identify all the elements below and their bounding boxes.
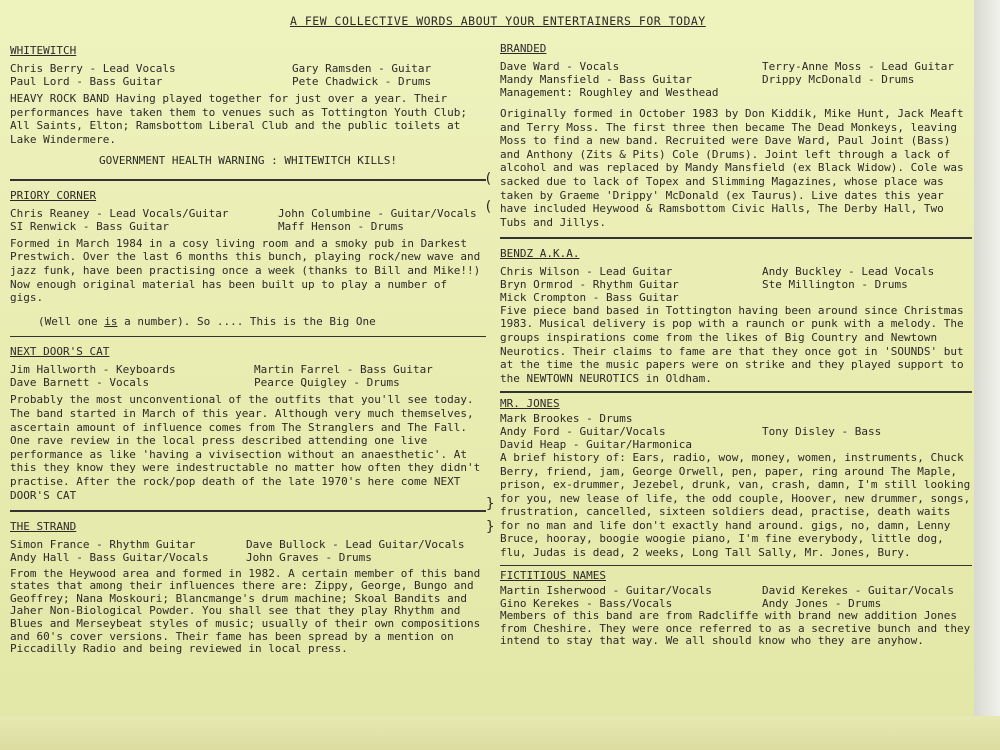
member-entry: Martin Isherwood - Guitar/Vocals [500, 584, 712, 598]
left-column [10, 44, 486, 656]
member-entry [762, 412, 980, 425]
band-description: From the Heywood area and formed in 1982. A certain member of this band states that among their influences there are: Zippy, George, Bungo and Geoffrey; Nana Moskouri; Blancmange's drum machine; Skoal Bandits and Jaher Non-Biological Powder. You shall see that they play Rhythm and Blues and Merseybeat styles of music; usually of their own compositions and 60's cover versions. Their fame has been spread by a mention on Piccadilly Radio and being reviewed in local press. [10, 566, 481, 656]
member-entry: John Columbine - Guitar/Vocals [278, 206, 477, 220]
member-entry: Andy Ford - Guitar/Vocals [500, 424, 666, 438]
member-entry: Gino Kerekes - Bass/Vocals [500, 597, 673, 611]
band-description: Five piece band based in Tottington having been around since Christmas 1983. Musical delivery is pop with a raunch or punk with a melody. The groups inspirations come from the likes of Big Country and Newtown Neurotics. Their claims to fame are that they once got in 'SOUNDS' but at the time the music papers were on strike and they played support to the NEWTOWN NEUROTICS in Oldham. [500, 303, 964, 385]
section-divider [500, 565, 972, 567]
footer-text: (Well one [38, 314, 105, 328]
member-list [10, 363, 486, 389]
band-description: Members of this band are from Radcliffe with brand new addition Jones from Cheshire. They were once referred to as a secretive bunch and they intend to stay that way. We all should know who they are anyhow. [500, 609, 971, 648]
member-list [500, 60, 972, 86]
section-divider [10, 510, 486, 512]
paper-edge [974, 0, 1000, 750]
member-entry: Chris Berry - Lead Vocals [10, 62, 176, 75]
margin-bracket-mark: ( [484, 171, 493, 187]
section-title-branded: BRANDED [500, 42, 547, 55]
section-divider [500, 237, 972, 239]
member-entry: Mick Crompton - Bass Guitar [500, 290, 679, 304]
member-entry: Drippy McDonald - Drums [762, 73, 915, 86]
priory-footer [10, 315, 486, 328]
band-mr-jones [500, 397, 972, 560]
member-entry: Chris Reaney - Lead Vocals/Guitar [10, 206, 229, 220]
member-entry [762, 438, 980, 451]
member-list [10, 538, 486, 564]
member-list [500, 265, 972, 304]
member-entry: Dave Barnett - Vocals [10, 376, 150, 390]
band-the-strand [10, 520, 486, 656]
member-list [10, 207, 486, 233]
band-next-doors-cat [10, 345, 486, 502]
member-entry: Ste Millington - Drums [762, 277, 908, 291]
section-title-whitewitch: WHITEWITCH [10, 44, 77, 57]
member-entry: Andy Jones - Drums [762, 597, 882, 611]
right-column [500, 42, 972, 648]
member-entry: Paul Lord - Bass Guitar [10, 75, 163, 88]
member-entry: Dave Bullock - Lead Guitar/Vocals [246, 537, 465, 551]
margin-bracket-mark: ( [484, 199, 493, 215]
member-entry: Bryn Ormrod - Rhythm Guitar [500, 277, 679, 291]
member-entry [762, 291, 980, 304]
band-whitewitch [10, 44, 486, 167]
footer-emphasis: is [104, 314, 118, 328]
margin-bracket-mark: } [486, 519, 495, 535]
member-entry: David Heap - Guitar/Harmonica [500, 437, 693, 451]
member-entry: Chris Wilson - Lead Guitar [500, 264, 673, 278]
section-divider [10, 179, 486, 181]
paper-bottom-shadow [0, 716, 1000, 750]
band-description: Formed in March 1984 in a cosy living room and a smoky pub in Darkest Prestwich. Over the last 6 months this bunch, playing rock/new wave and jazz funk, have been practising once a week (thanks to Bill and Mike!!) Now enough original material has been built up to play a number of gigs. [10, 236, 481, 305]
member-entry: John Graves - Drums [246, 550, 372, 564]
member-entry: SI Renwick - Bass Guitar [10, 219, 169, 233]
member-entry: Tony Disley - Bass [762, 424, 882, 438]
member-entry: David Kerekes - Guitar/Vocals [762, 584, 955, 598]
member-entry: Terry-Anne Moss - Lead Guitar [762, 60, 955, 73]
band-description: HEAVY ROCK BAND Having played together for just over a year. Their performances have taken them to venues such as Tottington Youth Club; All Saints, Elton; Ramsbottom Liberal Club and the public toilets at Lake Windermere. [10, 92, 467, 146]
member-entry: Andy Buckley - Lead Vocals [762, 264, 935, 278]
section-divider [10, 336, 486, 338]
section-title-priory-corner: PRIORY CORNER [10, 188, 97, 202]
member-entry: Maff Henson - Drums [278, 219, 404, 233]
footer-text: a number). So .... This is the Big One [117, 314, 376, 328]
band-priory-corner [10, 189, 486, 328]
section-title-bendz-aka: BENDZ A.K.A. [500, 246, 580, 260]
band-management: Management: Roughley and Westhead [500, 86, 719, 99]
member-entry: Pearce Quigley - Drums [254, 376, 400, 390]
band-description: Originally formed in October 1983 by Don Kiddik, Mike Hunt, Jack Meaft and Terry Moss. The first three then became The Dead Monkeys, leaving Moss to find a new band. Recruited were Dave Ward, Paul Joint (Bass) and Anthony (Zits & Pits) Cole (Drums). Joint left through a lack of alcohol and was replaced by Mandy Mansfield (ex Black Widow). Cole was sacked due to lack of Topex and Slimming Magazines, whose place was taken by Graeme 'Drippy' McDonald (ex Taurus). Live dates this year have included Heywood & Ramsbottom Civic Halls, The Derby Hall, Two Tubs and Jillys. [500, 107, 964, 229]
member-list [10, 62, 486, 88]
member-entry: Pete Chadwick - Drums [292, 75, 432, 88]
band-fictitious-names [500, 569, 972, 648]
band-bendz-aka [500, 247, 972, 386]
health-warning: GOVERNMENT HEALTH WARNING : WHITEWITCH KILLS! [98, 154, 397, 168]
member-entry: Simon France - Rhythm Guitar [10, 537, 196, 551]
member-list [500, 584, 972, 610]
member-entry: Martin Farrel - Bass Guitar [254, 363, 433, 377]
section-title-fictitious-names: FICTITIOUS NAMES [500, 569, 606, 583]
member-entry: Mandy Mansfield - Bass Guitar [500, 73, 693, 86]
member-entry: Mark Brookes - Drums [500, 411, 633, 425]
member-entry: Dave Ward - Vocals [500, 60, 620, 73]
section-divider [500, 391, 972, 393]
member-entry: Andy Hall - Bass Guitar/Vocals [10, 550, 209, 564]
margin-bracket-mark: } [486, 496, 495, 512]
member-entry: Gary Ramsden - Guitar [292, 62, 432, 75]
band-description: A brief history of: Ears, radio, wow, money, women, instruments, Chuck Berry, friend, jam, George Orwell, pen, paper, ring around The Maple, prison, ex-drummer, Jezebel, drunk, van, crash, damn, I'm still looking for you, new lease of life, the odd couple, Hoover, new drummer, songs, frustration, cancelled, sixteen soldiers dead, practise, death waits for no man and life don't exactly hand around. gigs, no, damn, Lenny Bruce, hooray, boogie woogie piano, I'm fine everybody, little dog, flu, Judas is dead, 2 weeks, Long Tall Sally, Mr. Jones, Bury. [500, 450, 971, 560]
band-description: Probably the most unconventional of the outfits that you'll see today. The band started in March of this year. Although very much themselves, ascertain amount of influence comes from The Stranglers and The Fall. One rave review in the local press described attending one live performance as like 'having a vivisection without an anaesthetic'. At this they know they were indestructable no matter how often they didn't practise. After the rock/pop death of the late 1970's here come NEXT DOOR'S CAT [10, 393, 481, 502]
section-title-the-strand: THE STRAND [10, 519, 77, 533]
band-branded [500, 42, 972, 229]
section-title-mr-jones: MR. JONES [500, 396, 560, 410]
member-list [500, 412, 972, 451]
page-title: A FEW COLLECTIVE WORDS ABOUT YOUR ENTERTAINERS FOR TODAY [290, 14, 706, 28]
section-title-next-doors-cat: NEXT DOOR'S CAT [10, 345, 110, 359]
member-entry: Jim Hallworth - Keyboards [10, 363, 176, 377]
